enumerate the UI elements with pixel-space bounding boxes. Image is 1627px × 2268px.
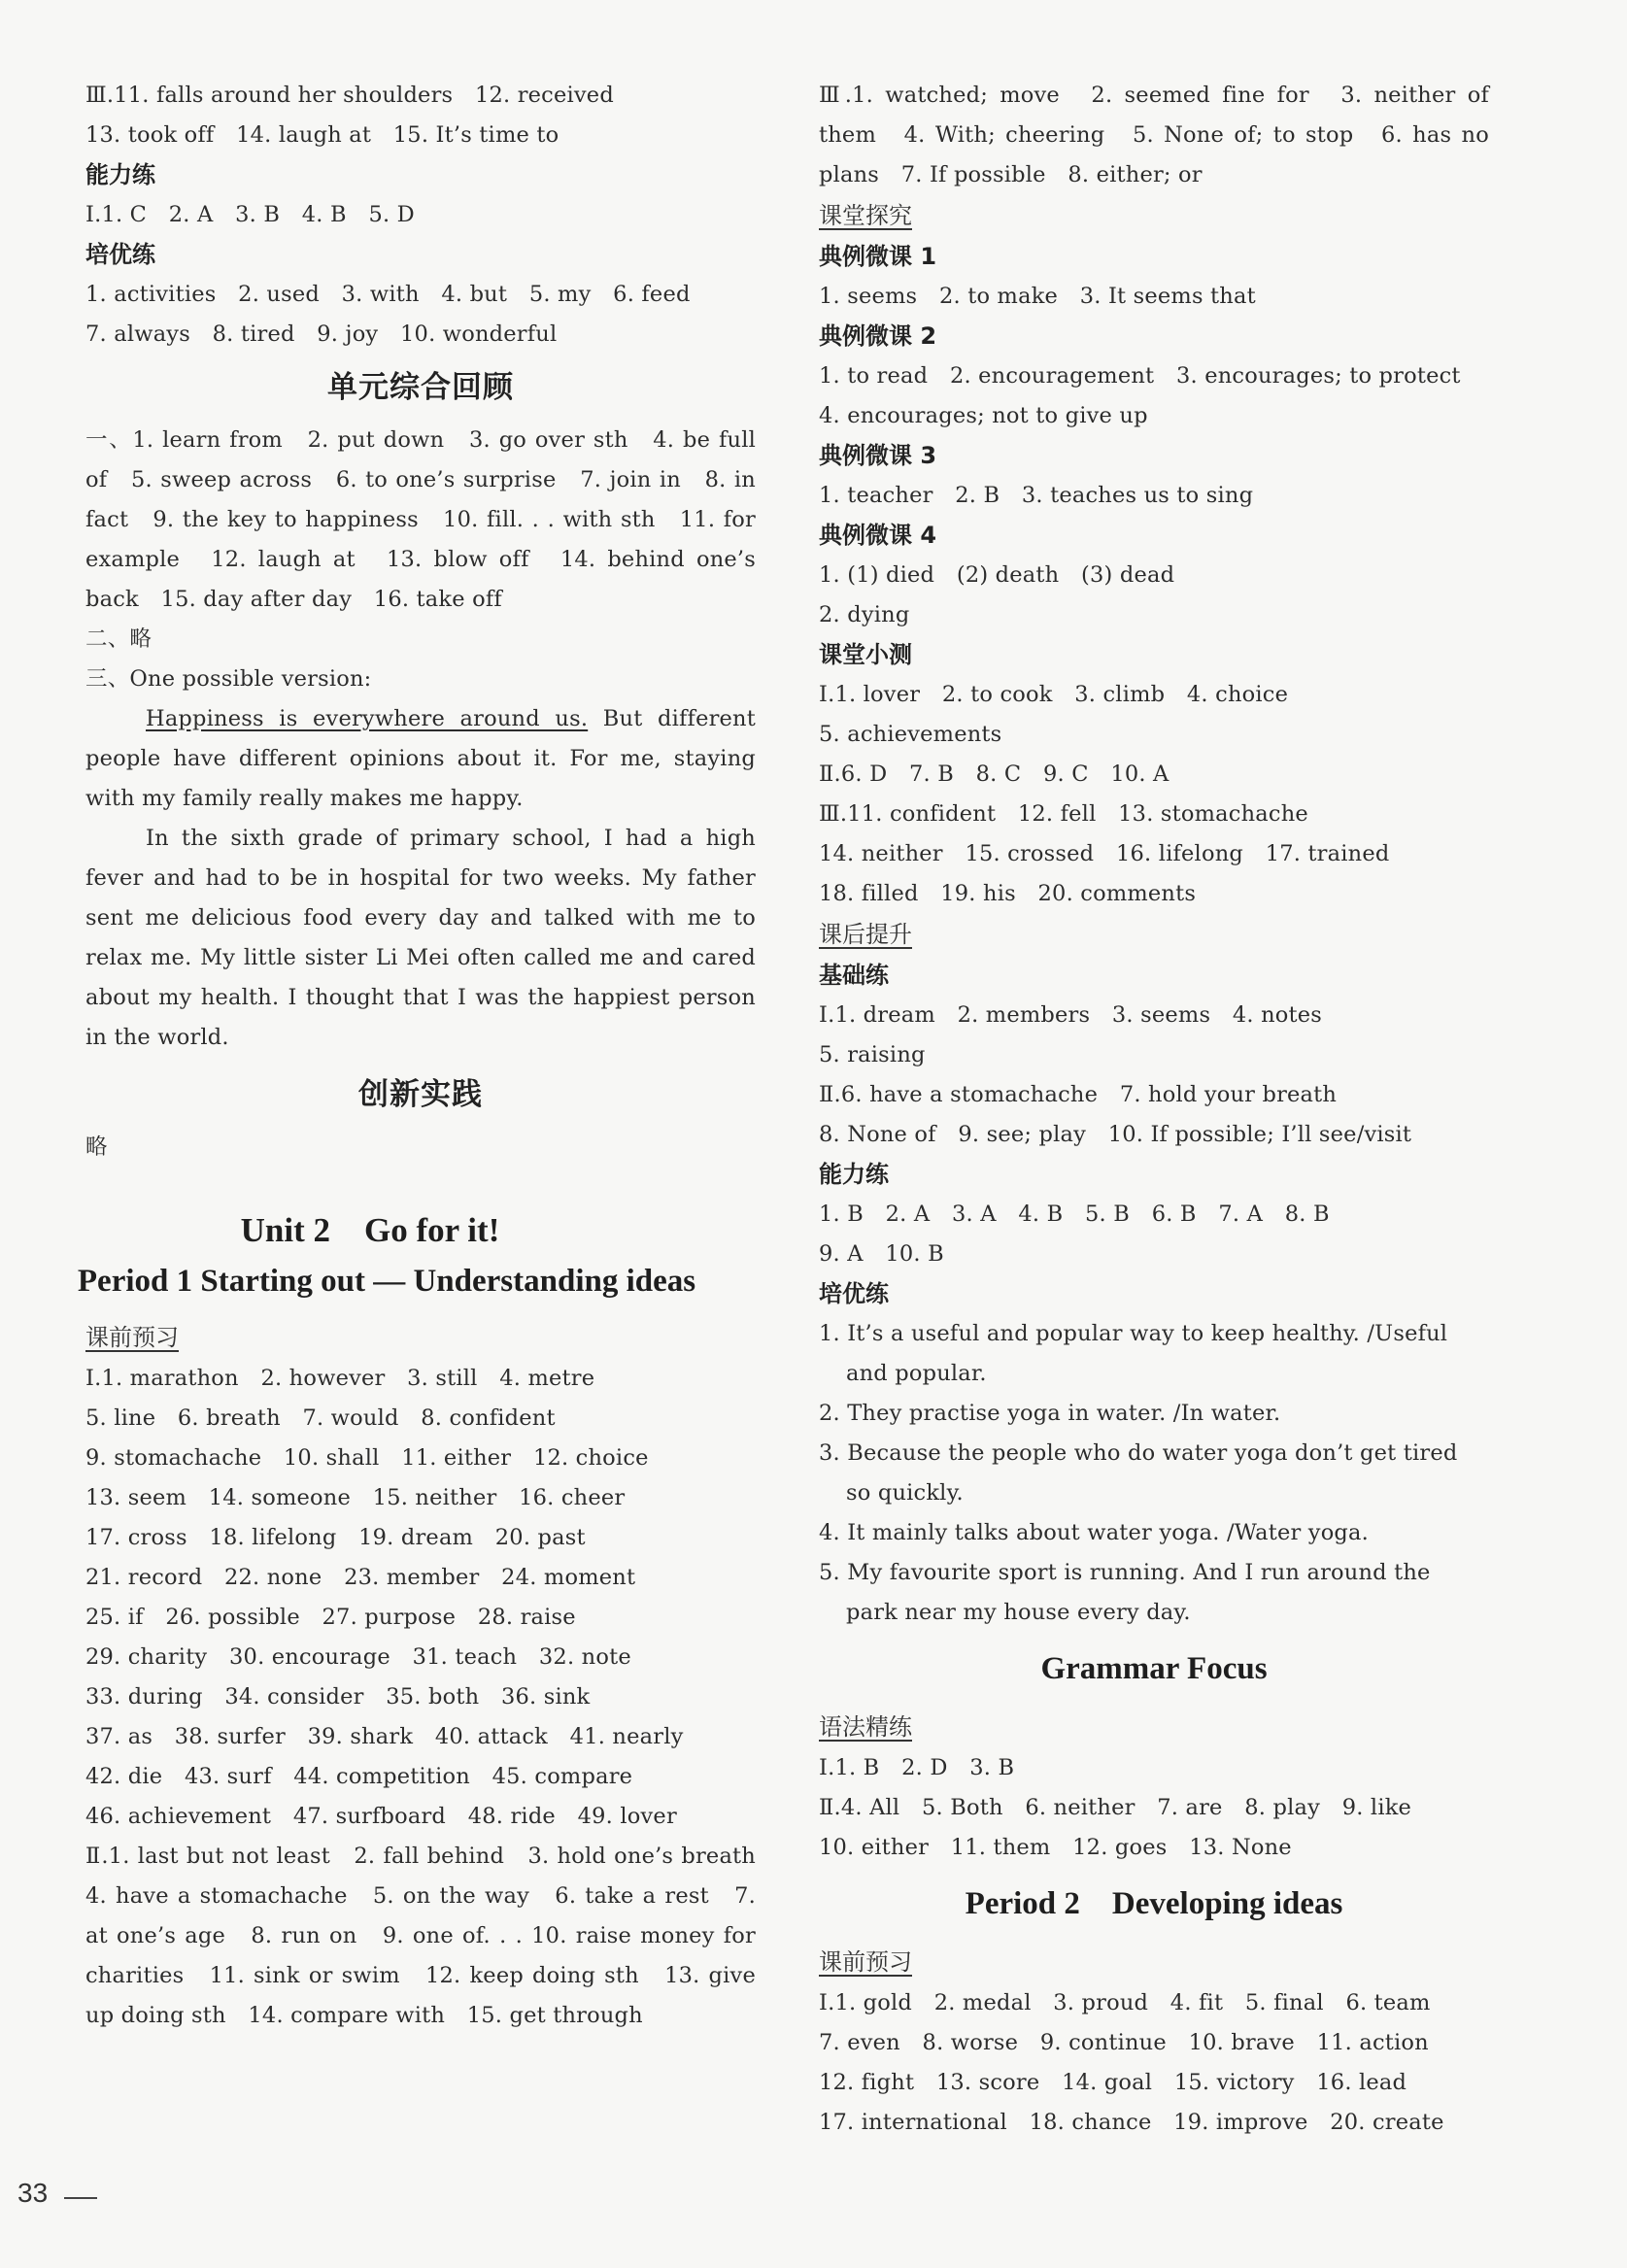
grammar-title: Grammar Focus: [1040, 1651, 1268, 1686]
answer-line: Ⅱ.6. D 7. B 8. C 9. C 10. A: [819, 762, 1169, 787]
answer-line: 5. raising: [819, 1042, 926, 1067]
answer-line: and popular.: [846, 1361, 987, 1386]
unit-title: Unit 2 Go for it!: [240, 1211, 500, 1249]
answer-line: 略: [85, 1134, 108, 1160]
answer-line: 13. took off 14. laugh at 15. It’s time to: [85, 122, 559, 148]
innovation-title: 创新实践: [358, 1077, 483, 1112]
answer-line: 21. record 22. none 23. member 24. moment: [85, 1565, 636, 1590]
essay-paragraph: In the sixth grade of primary school, I had a high fever and had to be in hospital for two weeks. My father sent me delicious food every day and talked with me to relax me. My little sister Li Mei often called me and cared about my health. I thought that I was the happiest person in the world.: [85, 826, 756, 1050]
section-heading: 课前预习: [85, 1324, 179, 1351]
answer-line: 1. (1) died (2) death (3) dead: [819, 562, 1175, 588]
review-title: 单元综合回顾: [327, 370, 514, 405]
answer-line: 5. My favourite sport is running. And I run around the: [819, 1560, 1431, 1585]
answer-line: 8. None of 9. see; play 10. If possible; I’ll see/visit: [819, 1122, 1412, 1147]
essay-topic-sentence: Happiness is everywhere around us.: [146, 706, 589, 731]
section-heading: 课堂小测: [819, 641, 912, 668]
answer-line: Ⅱ.6. have a stomachache 7. hold your breath: [819, 1082, 1338, 1107]
answer-line: 29. charity 30. encourage 31. teach 32. note: [85, 1644, 631, 1670]
page-number: 33: [17, 2178, 49, 2208]
right-column: [819, 76, 1489, 2143]
essay-paragraph: [85, 699, 756, 819]
section-heading: 培优练: [819, 1280, 889, 1307]
answer-line: 18. filled 19. his 20. comments: [819, 881, 1197, 906]
answer-line: 42. die 43. surf 44. competition 45. compare: [85, 1764, 633, 1789]
example-heading: 典例微课 4: [819, 522, 937, 549]
answer-line: 13. seem 14. someone 15. neither 16. cheer: [85, 1485, 626, 1510]
answer-line: 1. teacher 2. B 3. teaches us to sing: [819, 483, 1254, 508]
section-heading: 课堂探究: [819, 202, 912, 229]
section-heading: 课前预习: [819, 1948, 912, 1976]
answer-line: Ⅰ.1. gold 2. medal 3. proud 4. fit 5. final 6. team: [819, 1990, 1431, 2015]
answer-line: Ⅰ.1. marathon 2. however 3. still 4. metre: [85, 1366, 595, 1391]
answer-line: Ⅰ.1. B 2. D 3. B: [819, 1755, 1015, 1780]
answer-line: 46. achievement 47. surfboard 48. ride 49. lover: [85, 1804, 677, 1829]
answer-line: 33. during 34. consider 35. both 36. sink: [85, 1684, 591, 1709]
answer-line: Ⅲ.11. falls around her shoulders 12. received: [85, 83, 614, 108]
answer-line: 9. stomachache 10. shall 11. either 12. choice: [85, 1445, 649, 1471]
answer-line: 9. A 10. B: [819, 1241, 944, 1267]
answer-line: 1. It’s a useful and popular way to keep healthy. /Useful: [819, 1321, 1448, 1346]
answer-block: Ⅲ.1. watched; move 2. seemed fine for 3. neither of them 4. With; cheering 5. None of; to stop 6. has no plans 7. If possible 8. either; or: [819, 83, 1489, 187]
answer-line: 14. neither 15. crossed 16. lifelong 17. trained: [819, 841, 1390, 866]
answer-line: 1. activities 2. used 3. with 4. but 5. my 6. feed: [85, 282, 691, 307]
section-heading: 基础练: [819, 962, 889, 989]
answer-line: so quickly.: [846, 1480, 964, 1506]
answer-line: 1. seems 2. to make 3. It seems that: [819, 284, 1256, 309]
answer-line: 5. achievements: [819, 722, 1002, 747]
answer-line: 12. fight 13. score 14. goal 15. victory 16. lead: [819, 2070, 1407, 2095]
answer-line: 1. to read 2. encouragement 3. encourages; to protect: [819, 363, 1461, 389]
answer-line: 5. line 6. breath 7. would 8. confident: [85, 1405, 556, 1431]
answer-line: 37. as 38. surfer 39. shark 40. attack 41. nearly: [85, 1724, 684, 1749]
answer-line: 三、One possible version:: [85, 666, 372, 692]
section-heading: 能力练: [819, 1161, 889, 1188]
answer-line: Ⅰ.1. dream 2. members 3. seems 4. notes: [819, 1002, 1323, 1028]
answer-line: 2. dying: [819, 602, 910, 627]
answer-line: Ⅰ.1. C 2. A 3. B 4. B 5. D: [85, 202, 415, 227]
answer-line: Ⅰ.1. lover 2. to cook 3. climb 4. choice: [819, 682, 1289, 707]
review-answers: 一、1. learn from 2. put down 3. go over sth 4. be full of 5. sweep across 6. to one’s surprise 7. join in 8. in fact 9. the key to happiness 10. fill. . . with sth 11. for example 12. laugh at 13. blow off 14. behind one’s back 15. day after day 16. take off: [85, 427, 756, 612]
example-heading: 典例微课 1: [819, 243, 937, 270]
period-title: Period 1 Starting out — Understanding ideas: [77, 1264, 696, 1299]
answer-line: 7. always 8. tired 9. joy 10. wonderful: [85, 322, 558, 347]
answer-line: 3. Because the people who do water yoga don’t get tired: [819, 1440, 1458, 1466]
answer-line: 7. even 8. worse 9. continue 10. brave 11. action: [819, 2030, 1429, 2055]
period-title: Period 2 Developing ideas: [965, 1886, 1343, 1921]
section-heading: 能力练: [85, 161, 155, 188]
answer-line: 17. international 18. chance 19. improve 20. create: [819, 2110, 1444, 2135]
section-heading: 培优练: [85, 241, 155, 268]
example-heading: 典例微课 3: [819, 442, 937, 469]
phrase-answers: Ⅱ.1. last but not least 2. fall behind 3. hold one’s breath 4. have a stomachache 5. on the way 6. take a rest 7. at one’s age 8. run on 9. one of. . . 10. raise money for charities 11. sink or swim 12. keep doing sth 13. give up doing sth 14. compare with 15. get through: [85, 1844, 778, 2028]
section-heading: 课后提升: [819, 921, 912, 948]
answer-line: 4. It mainly talks about water yoga. /Water yoga.: [819, 1520, 1370, 1545]
example-heading: 典例微课 2: [819, 322, 937, 350]
answer-line: 4. encourages; not to give up: [819, 403, 1148, 428]
answer-line: 1. B 2. A 3. A 4. B 5. B 6. B 7. A 8. B: [819, 1202, 1330, 1227]
section-heading: 语法精练: [819, 1713, 912, 1741]
left-column: [77, 76, 778, 2036]
answer-line: Ⅲ.11. confident 12. fell 13. stomachache: [819, 801, 1308, 827]
answer-line: 10. either 11. them 12. goes 13. None: [819, 1835, 1292, 1860]
answer-line: 25. if 26. possible 27. purpose 28. raise: [85, 1605, 576, 1630]
answer-line: 17. cross 18. lifelong 19. dream 20. past: [85, 1525, 586, 1550]
answer-line: 二、略: [85, 626, 153, 652]
answer-line: Ⅱ.4. All 5. Both 6. neither 7. are 8. play 9. like: [819, 1795, 1412, 1820]
essay-text: But different people have different opinions about it. For me, staying with my family really makes me happy.: [85, 706, 756, 811]
answer-line: 2. They practise yoga in water. /In water.: [819, 1401, 1281, 1426]
answer-line: park near my house every day.: [846, 1600, 1191, 1625]
footer-rule: [64, 2197, 97, 2199]
